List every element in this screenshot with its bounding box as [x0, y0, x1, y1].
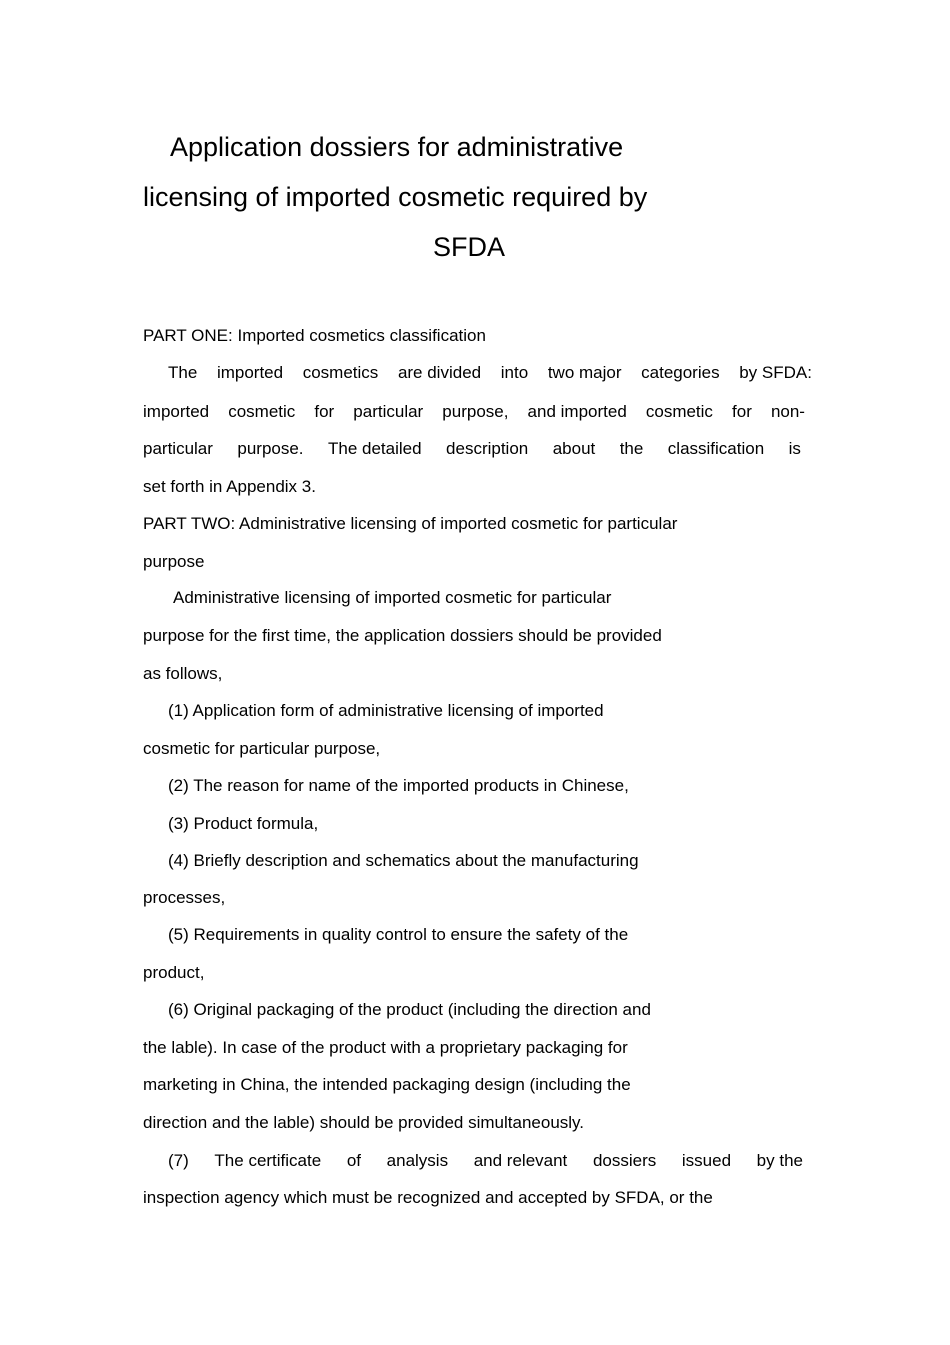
part-one-heading: PART ONE: Imported cosmetics classification	[143, 326, 486, 345]
part-one-para-line-1	[168, 363, 812, 383]
item-4-line-2: processes,	[143, 888, 226, 907]
word: and relevant	[473, 1151, 568, 1170]
intro-line-3: as follows,	[143, 664, 223, 683]
part-one-para-line-3	[143, 439, 801, 459]
item-1-line-2: cosmetic for particular purpose,	[143, 739, 381, 758]
word: the	[619, 439, 644, 458]
intro-line-1: Administrative licensing of imported cosmetic for particular	[173, 588, 612, 607]
word: The certificate	[214, 1151, 322, 1170]
item-5-line-1: (5) Requirements in quality control to ensure the safety of the	[168, 925, 629, 944]
item-1-line-1: (1) Application form of administrative licensing of imported	[168, 701, 604, 720]
word: cosmetics	[302, 363, 379, 382]
item-6-line-3: marketing in China, the intended packaging design (including the	[143, 1075, 631, 1094]
word: purpose.	[237, 439, 304, 458]
word: cosmetic	[228, 402, 296, 421]
word: cosmetic	[645, 402, 713, 421]
item-7-line-2: inspection agency which must be recognized and accepted by SFDA, or the	[143, 1188, 713, 1207]
word: are divided	[397, 363, 482, 382]
word: two major	[547, 363, 622, 382]
word: particular	[353, 402, 424, 421]
part-one-para-line-2	[143, 402, 805, 422]
word: for	[314, 402, 335, 421]
word: non-	[770, 402, 805, 421]
title-line-1: Application dossiers for administrative	[170, 132, 624, 162]
word: categories	[641, 363, 720, 382]
word: into	[500, 363, 529, 382]
title-line-3: SFDA	[433, 232, 506, 262]
word: The detailed	[328, 439, 422, 458]
intro-line-2: purpose for the first time, the application dossiers should be provided	[143, 626, 662, 645]
item-2: (2) The reason for name of the imported products in Chinese,	[168, 776, 629, 795]
word: about	[552, 439, 596, 458]
word: dossiers	[592, 1151, 657, 1170]
part-two-heading-line-1: PART TWO: Administrative licensing of imported cosmetic for particular	[143, 514, 678, 533]
word: for	[732, 402, 752, 421]
item-3: (3) Product formula,	[168, 814, 319, 833]
title-line-2: licensing of imported cosmetic required by	[143, 182, 648, 212]
word: particular	[143, 439, 213, 458]
item-7-line-1	[168, 1151, 803, 1171]
word: issued	[681, 1151, 732, 1170]
word: (7)	[168, 1151, 189, 1170]
word: by the	[756, 1151, 803, 1170]
word: imported	[143, 402, 210, 421]
item-5-line-2: product,	[143, 963, 205, 982]
word: description	[446, 439, 529, 458]
word: of	[346, 1151, 362, 1170]
part-one-para-line-4: set forth in Appendix 3.	[143, 477, 316, 496]
word: imported	[216, 363, 284, 382]
word: by SFDA:	[739, 363, 812, 382]
item-6-line-1: (6) Original packaging of the product (including the direction and	[168, 1000, 651, 1019]
word: and imported	[527, 402, 627, 421]
item-6-line-4: direction and the lable) should be provided simultaneously.	[143, 1113, 585, 1132]
word: purpose,	[442, 402, 509, 421]
word: is	[788, 439, 801, 458]
part-two-heading-line-2: purpose	[143, 552, 205, 571]
item-4-line-1: (4) Briefly description and schematics about the manufacturing	[168, 851, 639, 870]
word: The	[168, 363, 198, 382]
word: classification	[667, 439, 765, 458]
item-6-line-2: the lable). In case of the product with a proprietary packaging for	[143, 1038, 628, 1057]
word: analysis	[386, 1151, 449, 1170]
